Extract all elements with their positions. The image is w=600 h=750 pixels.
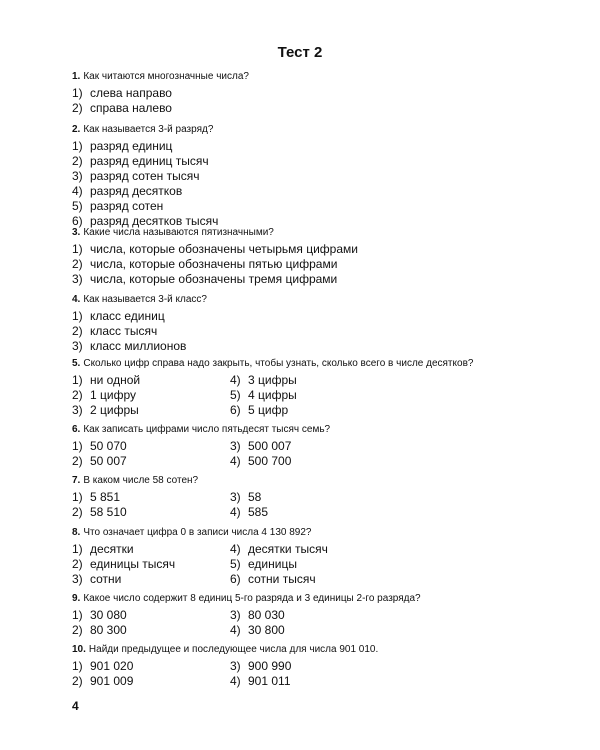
answer-option[interactable]	[72, 154, 552, 169]
option-number: 3)	[72, 169, 83, 183]
option-text: 585	[248, 505, 269, 519]
answer-option[interactable]	[72, 542, 230, 557]
question-prompt: Как записать цифрами число пятьдесят тысяч семь?	[83, 424, 331, 435]
option-number: 1)	[72, 659, 83, 673]
option-text: числа, которые обозначены четырьмя цифрами	[90, 242, 358, 256]
option-number: 4)	[230, 373, 241, 387]
answer-option[interactable]	[230, 557, 430, 572]
question-4	[72, 293, 552, 354]
answer-option[interactable]	[230, 388, 430, 403]
option-number: 6)	[72, 214, 83, 228]
question-text	[72, 643, 552, 656]
option-number: 2)	[72, 454, 83, 468]
answer-options	[72, 439, 552, 469]
option-number: 1)	[72, 309, 83, 323]
option-number: 1)	[72, 86, 83, 100]
answer-option[interactable]	[72, 324, 552, 339]
question-3	[72, 226, 552, 287]
question-6	[72, 423, 552, 469]
option-text: числа, которые обозначены пятью цифрами	[90, 257, 338, 271]
option-text: 2 цифры	[90, 403, 139, 417]
answer-options	[72, 309, 552, 354]
question-number: 4.	[72, 294, 81, 305]
question-8	[72, 526, 552, 587]
question-number: 3.	[72, 227, 81, 238]
answer-option[interactable]	[72, 257, 552, 272]
question-text	[72, 526, 552, 539]
question-text	[72, 226, 552, 239]
answer-option[interactable]	[72, 184, 552, 199]
option-text: единицы	[248, 557, 297, 571]
answer-option[interactable]	[72, 169, 552, 184]
answer-option[interactable]	[230, 439, 430, 454]
option-text: 30 080	[90, 608, 127, 622]
option-text: разряд единиц	[90, 139, 173, 153]
option-text: 80 030	[248, 608, 285, 622]
option-text: разряд сотен тысяч	[90, 169, 200, 183]
option-text: 58	[248, 490, 262, 504]
option-text: 3 цифры	[248, 373, 297, 387]
option-text: класс миллионов	[90, 339, 187, 353]
question-number: 7.	[72, 475, 81, 486]
option-number: 4)	[230, 623, 241, 637]
option-number: 4)	[230, 454, 241, 468]
question-text	[72, 293, 552, 306]
option-number: 3)	[230, 608, 241, 622]
answer-options	[72, 86, 552, 116]
question-prompt: Найди предыдущее и последующее числа для числа 901 010.	[88, 644, 379, 655]
question-number: 5.	[72, 358, 81, 369]
option-number: 5)	[230, 557, 241, 571]
option-text: десятки	[90, 542, 134, 556]
option-text: разряд сотен	[90, 199, 164, 213]
question-prompt: Что означает цифра 0 в записи числа 4 130 892?	[83, 527, 312, 538]
option-text: класс тысяч	[90, 324, 158, 338]
option-number: 2)	[72, 154, 83, 168]
option-text: сотни тысяч	[248, 572, 316, 586]
question-text	[72, 357, 552, 370]
option-number: 2)	[72, 557, 83, 571]
answer-option[interactable]	[72, 674, 230, 689]
answer-option[interactable]	[230, 505, 430, 520]
option-number: 5)	[230, 388, 241, 402]
option-text: слева направо	[90, 86, 172, 100]
option-number: 2)	[72, 505, 83, 519]
option-text: разряд единиц тысяч	[90, 154, 209, 168]
answer-option[interactable]	[230, 572, 430, 587]
answer-option[interactable]	[72, 101, 552, 116]
option-number: 3)	[72, 272, 83, 286]
option-text: 900 990	[248, 659, 292, 673]
answer-option[interactable]	[230, 659, 430, 674]
answer-options	[72, 542, 552, 587]
option-text: справа налево	[90, 101, 172, 115]
question-prompt: В каком числе 58 сотен?	[83, 475, 199, 486]
question-prompt: Как читаются многозначные числа?	[83, 71, 249, 82]
answer-option[interactable]	[72, 608, 230, 623]
option-text: десятки тысяч	[248, 542, 328, 556]
question-number: 2.	[72, 124, 81, 135]
answer-option[interactable]	[72, 86, 552, 101]
page-number: 4	[72, 699, 79, 713]
option-number: 3)	[230, 659, 241, 673]
question-text	[72, 474, 552, 487]
option-number: 6)	[230, 403, 241, 417]
question-prompt: Какое число содержит 8 единиц 5-го разряда и 3 единицы 2-го разряда?	[83, 593, 421, 604]
answer-option[interactable]	[230, 608, 430, 623]
answer-option[interactable]	[72, 139, 552, 154]
answer-option[interactable]	[72, 659, 230, 674]
option-text: разряд десятков тысяч	[90, 214, 219, 228]
option-number: 2)	[72, 324, 83, 338]
question-prompt: Как называется 3-й разряд?	[83, 124, 214, 135]
answer-options	[72, 373, 552, 418]
question-2	[72, 123, 552, 229]
option-number: 4)	[230, 674, 241, 688]
answer-option[interactable]	[72, 199, 552, 214]
question-prompt: Какие числа называются пятизначными?	[83, 227, 274, 238]
option-number: 6)	[230, 572, 241, 586]
option-number: 2)	[72, 674, 83, 688]
question-text	[72, 123, 552, 136]
option-number: 2)	[72, 101, 83, 115]
option-text: 901 009	[90, 674, 134, 688]
option-number: 3)	[72, 339, 83, 353]
answer-options	[72, 608, 552, 638]
answer-option[interactable]	[230, 403, 430, 418]
question-5	[72, 357, 552, 418]
option-text: 901 020	[90, 659, 134, 673]
answer-options	[72, 659, 552, 689]
option-number: 1)	[72, 490, 83, 504]
answer-options	[72, 242, 552, 287]
option-text: 50 007	[90, 454, 127, 468]
question-prompt: Сколько цифр справа надо закрыть, чтобы узнать, сколько всего в числе десятков?	[83, 358, 474, 369]
option-number: 5)	[72, 199, 83, 213]
answer-option[interactable]	[72, 623, 230, 638]
option-number: 1)	[72, 139, 83, 153]
question-10	[72, 643, 552, 689]
option-number: 3)	[72, 403, 83, 417]
option-text: сотни	[90, 572, 122, 586]
answer-option[interactable]	[72, 272, 552, 287]
answer-option[interactable]	[230, 542, 430, 557]
option-number: 2)	[72, 623, 83, 637]
option-text: 500 007	[248, 439, 292, 453]
question-text	[72, 423, 552, 436]
option-number: 1)	[72, 608, 83, 622]
option-text: 901 011	[248, 674, 291, 688]
question-prompt: Как называется 3-й класс?	[83, 294, 207, 305]
question-1	[72, 70, 552, 116]
answer-option[interactable]	[230, 490, 430, 505]
question-number: 8.	[72, 527, 81, 538]
option-number: 1)	[72, 373, 83, 387]
answer-option[interactable]	[72, 505, 230, 520]
answer-option[interactable]	[72, 339, 552, 354]
answer-option[interactable]	[230, 454, 430, 469]
answer-option[interactable]	[230, 623, 430, 638]
answer-option[interactable]	[72, 572, 230, 587]
option-text: 4 цифры	[248, 388, 297, 402]
question-number: 1.	[72, 71, 81, 82]
answer-option[interactable]	[72, 439, 230, 454]
answer-option[interactable]	[72, 373, 230, 388]
answer-option[interactable]	[230, 373, 430, 388]
option-number: 2)	[72, 388, 83, 402]
answer-options	[72, 490, 552, 520]
option-number: 1)	[72, 542, 83, 556]
question-9	[72, 592, 552, 638]
option-number: 4)	[230, 505, 241, 519]
answer-option[interactable]	[72, 403, 230, 418]
answer-option[interactable]	[72, 388, 230, 403]
answer-option[interactable]	[72, 454, 230, 469]
question-number: 9.	[72, 593, 81, 604]
option-text: класс единиц	[90, 309, 165, 323]
option-text: 80 300	[90, 623, 127, 637]
answer-option[interactable]	[230, 674, 430, 689]
option-text: 500 700	[248, 454, 292, 468]
option-text: единицы тысяч	[90, 557, 176, 571]
page-title: Тест 2	[277, 44, 323, 61]
option-text: 1 цифру	[90, 388, 136, 402]
option-text: 30 800	[248, 623, 285, 637]
answer-option[interactable]	[72, 242, 552, 257]
question-number: 10.	[72, 644, 86, 655]
option-number: 3)	[72, 572, 83, 586]
option-text: 58 510	[90, 505, 127, 519]
option-number: 2)	[72, 257, 83, 271]
question-7	[72, 474, 552, 520]
answer-option[interactable]	[72, 309, 552, 324]
option-text: 5 851	[90, 490, 121, 504]
option-text: числа, которые обозначены тремя цифрами	[90, 272, 338, 286]
option-text: ни одной	[90, 373, 141, 387]
answer-options	[72, 139, 552, 229]
answer-option[interactable]	[72, 557, 230, 572]
option-number: 4)	[230, 542, 241, 556]
option-number: 3)	[230, 439, 241, 453]
question-text	[72, 592, 552, 605]
option-text: 5 цифр	[248, 403, 289, 417]
option-text: разряд десятков	[90, 184, 183, 198]
option-number: 1)	[72, 439, 83, 453]
option-number: 3)	[230, 490, 241, 504]
question-number: 6.	[72, 424, 81, 435]
question-text	[72, 70, 552, 83]
option-number: 4)	[72, 184, 83, 198]
option-number: 1)	[72, 242, 83, 256]
answer-option[interactable]	[72, 490, 230, 505]
option-text: 50 070	[90, 439, 127, 453]
